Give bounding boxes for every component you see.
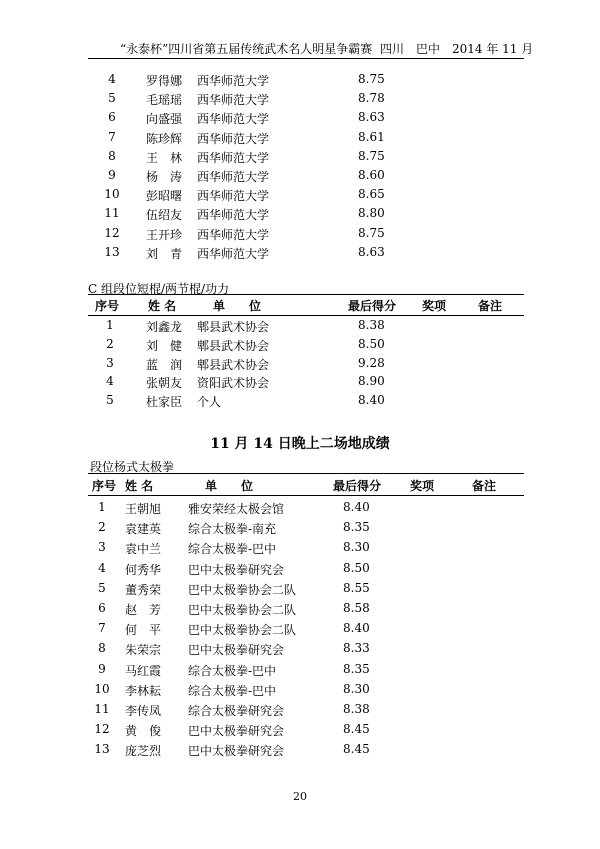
row-name: 刘 青 (146, 246, 183, 261)
row-number: 5 (98, 580, 106, 595)
row-unit: 西华师范大学 (197, 208, 270, 223)
col-header-award: 奖项 (410, 479, 435, 493)
row-score: 8.45 (343, 722, 370, 737)
row-name: 李林耘 (125, 683, 162, 698)
col-header-name: 姓 名 (148, 299, 177, 313)
row-number: 13 (94, 742, 110, 757)
table-row (0, 540, 600, 558)
col-header-unit: 单 位 (205, 479, 254, 493)
row-unit: 西华师范大学 (197, 93, 270, 108)
row-number: 4 (106, 374, 114, 389)
row-number: 1 (98, 500, 106, 514)
row-name: 王 林 (146, 150, 183, 165)
row-score: 9.28 (358, 355, 385, 370)
row-name: 李传凤 (125, 704, 162, 718)
row-name: 赵 芳 (125, 603, 162, 617)
row-number: 3 (106, 355, 114, 370)
row-score: 8.50 (358, 336, 385, 351)
table-row (0, 393, 600, 411)
row-name: 朱荣宗 (125, 643, 162, 658)
row-score: 8.60 (358, 168, 385, 182)
row-unit: 雅安荣经太极会馆 (188, 502, 285, 516)
header-rule (88, 58, 524, 59)
row-score: 8.75 (358, 72, 385, 86)
section-c-title: C 组段位短棍/两节棍/功力 (88, 282, 230, 296)
row-score: 8.61 (358, 129, 385, 144)
row-score: 8.30 (343, 540, 370, 555)
row-number: 8 (108, 148, 116, 163)
row-unit: 西华师范大学 (197, 74, 270, 88)
row-score: 8.80 (358, 206, 385, 221)
row-score: 8.75 (358, 148, 385, 163)
table-row (0, 500, 600, 518)
table-row (0, 226, 600, 244)
row-number: 12 (104, 225, 120, 240)
col-header-unit: 单 位 (213, 299, 262, 313)
table-row (0, 374, 600, 392)
row-score: 8.63 (358, 110, 385, 125)
table-row (0, 318, 600, 336)
row-number: 1 (106, 318, 114, 332)
row-number: 2 (98, 520, 106, 535)
row-number: 12 (94, 722, 110, 737)
section-taiji-header-rule (88, 495, 524, 496)
row-score: 8.40 (343, 621, 370, 636)
page-number: 20 (293, 790, 307, 803)
row-unit: 个人 (197, 395, 222, 410)
row-number: 5 (108, 91, 116, 106)
row-name: 罗得娜 (146, 74, 183, 88)
row-unit: 西华师范大学 (197, 112, 270, 127)
row-name: 王朝旭 (125, 502, 162, 516)
table-row (0, 72, 600, 90)
header-location-date: 四川 巴中 2014 年 11 月 (380, 42, 534, 56)
table-row (0, 520, 600, 538)
table-row (0, 621, 600, 639)
row-score: 8.35 (343, 661, 370, 676)
section-taiji-title: 段位杨式太极拳 (90, 460, 175, 474)
row-unit: 巴中太极拳协会二队 (188, 603, 297, 617)
evening-results-title: 11 月 14 日晚上二场地成绩 (210, 436, 390, 452)
row-number: 7 (98, 621, 106, 636)
table-row (0, 742, 600, 760)
table-row (0, 206, 600, 224)
row-name: 刘 健 (146, 338, 183, 353)
row-unit: 综合太极拳-巴中 (188, 683, 277, 698)
row-unit: 西华师范大学 (197, 131, 270, 146)
row-number: 4 (108, 72, 116, 86)
row-unit: 西华师范大学 (197, 246, 270, 261)
row-score: 8.35 (343, 520, 370, 535)
row-name: 彭昭曙 (146, 189, 183, 204)
col-header-note: 备注 (478, 299, 503, 313)
row-number: 9 (108, 168, 116, 182)
row-unit: 郫县武术协会 (197, 338, 270, 353)
row-number: 3 (98, 540, 106, 555)
section-c-top-rule (88, 294, 524, 295)
row-unit: 巴中太极拳研究会 (188, 562, 285, 577)
row-name: 何秀华 (125, 562, 162, 577)
row-unit: 西华师范大学 (197, 227, 270, 242)
row-name: 庞芝烈 (125, 744, 162, 759)
row-number: 10 (94, 681, 110, 696)
row-name: 袁中兰 (125, 542, 162, 557)
header-title: “永泰杯”四川省第五届传统武术名人明星争霸赛 (120, 42, 373, 56)
row-unit: 资阳武术协会 (197, 376, 270, 391)
row-unit: 巴中太极拳协会二队 (188, 623, 297, 638)
row-unit: 巴中太极拳研究会 (188, 643, 285, 658)
row-score: 8.38 (358, 318, 385, 332)
row-name: 伍绍友 (146, 208, 183, 223)
table-row (0, 245, 600, 263)
row-name: 向盛强 (146, 112, 183, 127)
row-name: 张朝友 (146, 376, 183, 391)
row-number: 13 (104, 244, 120, 259)
row-score: 8.45 (343, 742, 370, 757)
row-score: 8.90 (358, 374, 385, 389)
section-c-header-rule (88, 315, 524, 316)
row-unit: 郫县武术协会 (197, 357, 270, 372)
row-name: 董秀荣 (125, 582, 162, 597)
row-unit: 综合太极拳-巴中 (188, 542, 277, 557)
section-taiji-header-row (0, 477, 600, 495)
row-number: 4 (98, 560, 106, 575)
row-name: 陈珍辉 (146, 131, 183, 146)
col-header-no: 序号 (92, 479, 117, 493)
row-score: 8.50 (343, 560, 370, 575)
table-row (0, 337, 600, 355)
row-score: 8.40 (343, 500, 370, 514)
row-unit: 郫县武术协会 (197, 320, 270, 334)
row-score: 8.55 (343, 580, 370, 595)
table-row (0, 91, 600, 109)
section-taiji-top-rule (88, 473, 524, 474)
table-row (0, 130, 600, 148)
table-row (0, 702, 600, 720)
row-unit: 西华师范大学 (197, 170, 270, 184)
row-name: 黄 俊 (125, 724, 162, 739)
row-unit: 巴中太极拳协会二队 (188, 582, 297, 597)
row-number: 11 (94, 702, 110, 716)
col-header-no: 序号 (95, 299, 120, 313)
table-row (0, 641, 600, 659)
row-name: 马红霞 (125, 663, 162, 678)
row-name: 杜家臣 (146, 395, 183, 410)
col-header-note: 备注 (472, 479, 497, 493)
row-number: 10 (104, 187, 120, 202)
row-name: 刘鑫龙 (146, 320, 183, 334)
col-header-score: 最后得分 (348, 299, 397, 313)
row-number: 11 (104, 206, 120, 221)
table-row (0, 561, 600, 579)
table-row (0, 356, 600, 374)
row-number: 6 (108, 110, 116, 125)
row-number: 5 (106, 393, 114, 408)
row-number: 6 (98, 601, 106, 615)
col-header-score: 最后得分 (333, 479, 382, 493)
row-unit: 综合太极拳-南充 (188, 522, 277, 537)
table-row (0, 149, 600, 167)
section-c-header-row (0, 297, 600, 315)
row-score: 8.40 (358, 393, 385, 408)
row-score: 8.75 (358, 225, 385, 240)
table-row (0, 110, 600, 128)
row-unit: 巴中太极拳研究会 (188, 724, 285, 739)
row-name: 杨 涛 (146, 170, 183, 184)
row-score: 8.38 (343, 702, 370, 716)
row-score: 8.58 (343, 601, 370, 615)
row-unit: 综合太极拳-巴中 (188, 663, 277, 678)
row-number: 9 (98, 661, 106, 676)
row-name: 蓝 润 (146, 357, 183, 372)
row-unit: 综合太极拳研究会 (188, 704, 285, 718)
table-row (0, 682, 600, 700)
col-header-name: 姓 名 (125, 479, 154, 493)
row-score: 8.78 (358, 91, 385, 106)
row-score: 8.30 (343, 681, 370, 696)
row-score: 8.33 (343, 641, 370, 656)
page-header (120, 40, 534, 57)
table-row (0, 722, 600, 740)
row-score: 8.63 (358, 244, 385, 259)
table-row (0, 581, 600, 599)
row-score: 8.65 (358, 187, 385, 202)
row-unit: 西华师范大学 (197, 150, 270, 165)
row-number: 2 (106, 336, 114, 351)
row-number: 8 (98, 641, 106, 656)
row-name: 毛瑶瑶 (146, 93, 183, 108)
table-row (0, 601, 600, 619)
row-number: 7 (108, 129, 116, 144)
table-row (0, 662, 600, 680)
table-row (0, 168, 600, 186)
row-name: 王开珍 (146, 227, 183, 242)
row-unit: 巴中太极拳研究会 (188, 744, 285, 759)
col-header-award: 奖项 (422, 299, 447, 313)
row-unit: 西华师范大学 (197, 189, 270, 204)
table-row (0, 187, 600, 205)
row-name: 何 平 (125, 623, 162, 638)
row-name: 袁建英 (125, 522, 162, 537)
